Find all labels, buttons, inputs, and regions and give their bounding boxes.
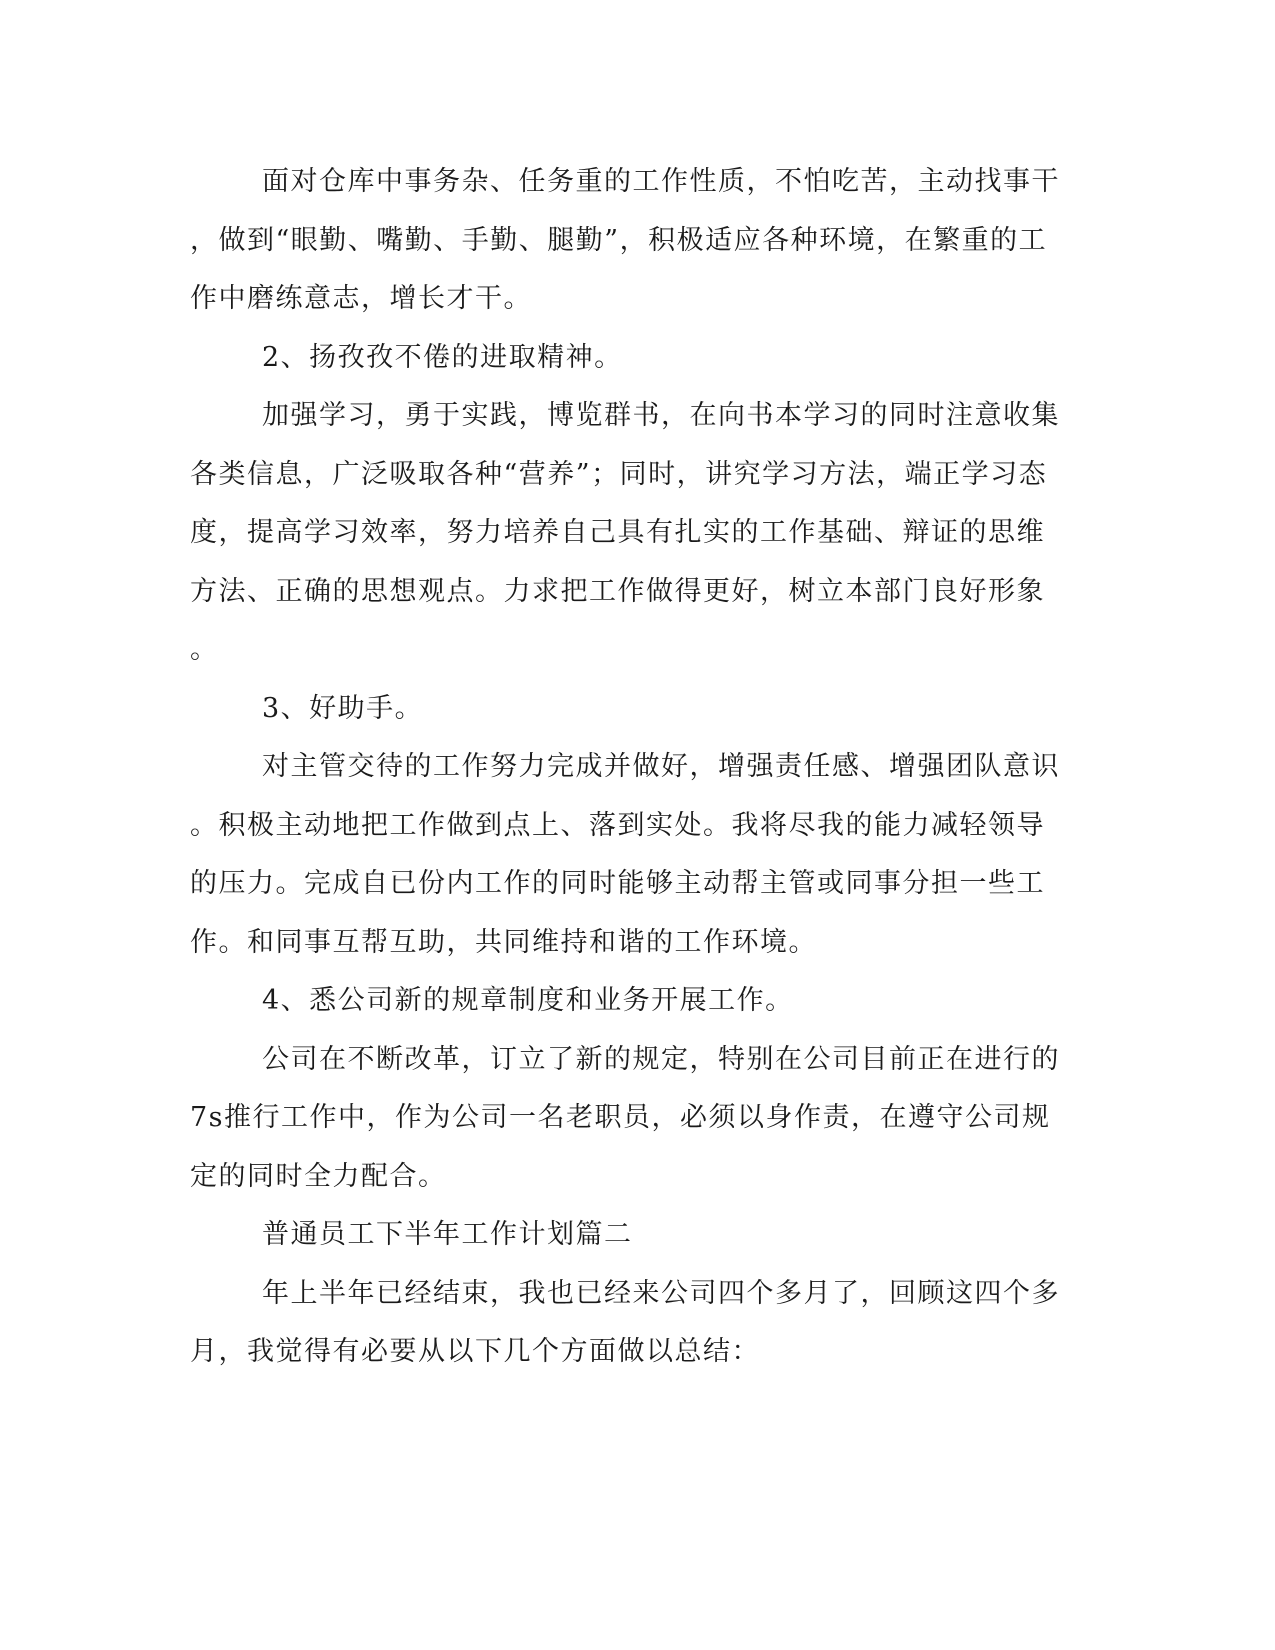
- text-line: 7s推行工作中，作为公司一名老职员，必须以身作责，在遵守公司规: [190, 1102, 1051, 1133]
- text-line: 定的同时全力配合。: [190, 1161, 447, 1192]
- section-heading: 3、好助手。: [262, 693, 424, 724]
- text-line: 公司在不断改革，订立了新的规定，特别在公司目前正在进行的: [262, 1044, 1060, 1075]
- text-line: 年上半年已经结束，我也已经来公司四个多月了，回顾这四个多: [262, 1278, 1060, 1309]
- text-line: 对主管交待的工作努力完成并做好，增强责任感、增强团队意识: [262, 751, 1060, 782]
- text-line: 作中磨练意志，增长才干。: [190, 283, 532, 314]
- text-line: 月，我觉得有必要从以下几个方面做以总结：: [190, 1336, 760, 1367]
- text-line: 度，提高学习效率，努力培养自己具有扎实的工作基础、辩证的思维: [190, 517, 1045, 548]
- text-line: ，做到“眼勤、嘴勤、手勤、腿勤”，积极适应各种环境，在繁重的工: [190, 225, 1048, 256]
- text-line: 。: [190, 634, 219, 665]
- text-line: 方法、正确的思想观点。力求把工作做得更好，树立本部门良好形象: [190, 576, 1045, 607]
- text-line: 面对仓库中事务杂、任务重的工作性质，不怕吃苦，主动找事干: [262, 166, 1060, 197]
- document-subtitle: 普通员工下半年工作计划篇二: [262, 1219, 633, 1250]
- section-heading: 2、扬孜孜不倦的进取精神。: [262, 342, 623, 373]
- text-line: 作。和同事互帮互助，共同维持和谐的工作环境。: [190, 927, 817, 958]
- section-heading: 4、悉公司新的规章制度和业务开展工作。: [262, 985, 794, 1016]
- text-line: 的压力。完成自已份内工作的同时能够主动帮主管或同事分担一些工: [190, 868, 1045, 899]
- text-line: 加强学习，勇于实践，博览群书，在向书本学习的同时注意收集: [262, 400, 1060, 431]
- text-line: 。积极主动地把工作做到点上、落到实处。我将尽我的能力减轻领导: [190, 810, 1045, 841]
- text-line: 各类信息，广泛吸取各种“营养”；同时，讲究学习方法，端正学习态: [190, 459, 1048, 490]
